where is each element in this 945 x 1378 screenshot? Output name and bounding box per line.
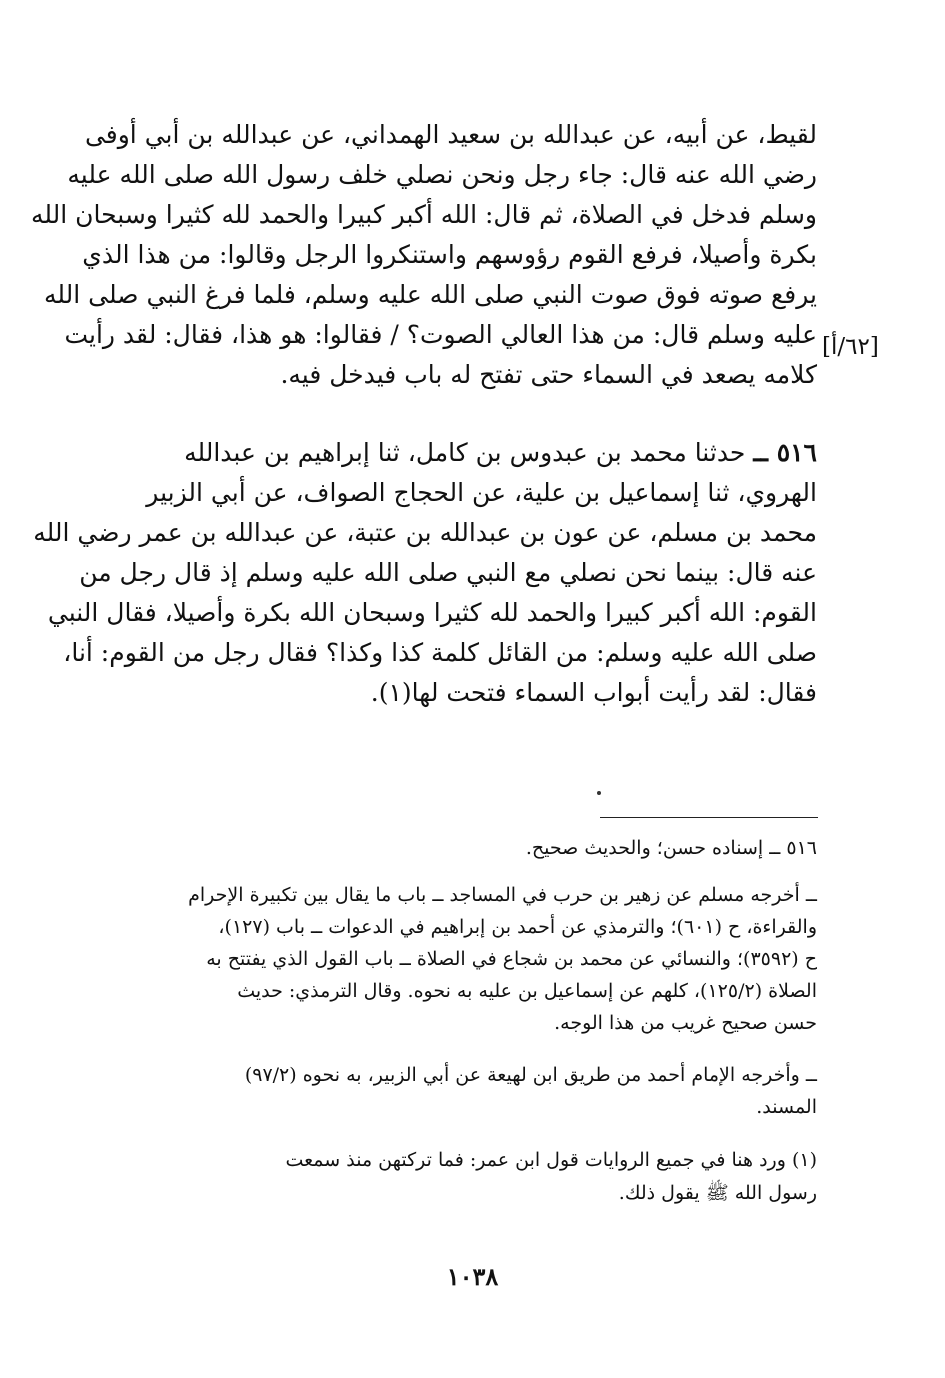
footnote-1-line-1: (١) ورد هنا في جميع الروايات قول ابن عمر: فما تركتهن منذ سمعت: [285, 1149, 817, 1171]
footnote-takhrij1-line-2: والقراءة، ح (٦٠١)؛ والترمذي عن أحمد بن إبراهيم في الدعوات ــ باب (١٢٧)،: [218, 916, 817, 938]
footnote-takhrij2-line-1: ــ وأخرجه الإمام أحمد من طريق ابن لهيعة عن أبي الزبير، به نحوه (٩٧/٢): [244, 1064, 817, 1086]
paragraph1-line-4: بكرة وأصيلا، فرفع القوم رؤوسهم واستنكروا الرجل وقالوا: من هذا الذي: [82, 240, 817, 269]
paragraph1-line-7: كلامه يصعد في السماء حتى تفتح له باب فيدخل فيه.: [280, 360, 817, 389]
paragraph1-line-3: وسلم فدخل في الصلاة، ثم قال: الله أكبر كبيرا والحمد لله كثيرا وسبحان الله: [30, 200, 817, 229]
page-number: ١٠٣٨: [446, 1262, 499, 1291]
paragraph1-line-2: رضي الله عنه قال: جاء رجل ونحن نصلي خلف رسول الله صلى الله عليه: [67, 160, 817, 189]
hadith-number: ٥١٦ ــ: [753, 438, 817, 467]
paragraph2-text-1: حدثنا محمد بن عبدوس بن كامل، ثنا إبراهيم بن عبدالله: [184, 438, 746, 467]
footnote-1-line-2: رسول الله ﷺ يقول ذلك.: [618, 1182, 817, 1204]
paragraph2-line-7: فقال: لقد رأيت أبواب السماء فتحت لها(١).: [370, 678, 817, 707]
paragraph2-line-3: محمد بن مسلم، عن عون بن عبدالله بن عتبة، عن عبدالله بن عمر رضي الله: [33, 518, 817, 547]
paragraph1-line-6: عليه وسلم قال: من هذا العالي الصوت؟ / فقالوا: هو هذا، فقال: لقد رأيت: [64, 320, 817, 349]
footnote-takhrij1-line-1: ــ أخرجه مسلم عن زهير بن حرب في المساجد ــ باب ما يقال بين تكبيرة الإحرام: [188, 884, 817, 906]
footnote-isnad: ٥١٦ ــ إسناده حسن؛ والحديث صحيح.: [525, 837, 817, 859]
footnote-separator-rule: [600, 817, 818, 818]
paragraph1-line-1: لقيط، عن أبيه، عن عبدالله بن سعيد الهمداني، عن عبدالله بن أبي أوفى: [84, 120, 817, 149]
paragraph2-line-2: الهروي، ثنا إسماعيل بن علية، عن الحجاج الصواف، عن أبي الزبير: [146, 478, 817, 507]
footnote-takhrij2-line-2: المسند.: [756, 1096, 817, 1118]
paragraph2-line-1: [127, 433, 817, 473]
footnote-takhrij1-line-5: حسن صحيح غريب من هذا الوجه.: [554, 1012, 817, 1034]
footnote-takhrij1-line-4: الصلاة (١٢٥/٢)، كلهم عن إسماعيل بن عليه به نحوه. وقال الترمذي: حديث: [237, 980, 817, 1002]
paragraph2-line-5: القوم: الله أكبر كبيرا والحمد لله كثيرا وسبحان الله بكرة وأصيلا، فقال النبي: [47, 598, 817, 627]
footnote-takhrij1-line-3: ح (٣٥٩٢)؛ والنسائي عن محمد بن شجاع في الصلاة ــ باب القول الذي يفتتح به: [206, 948, 817, 970]
margin-folio-reference: [٦٢/أ]: [822, 334, 879, 360]
paragraph1-line-5: يرفع صوته فوق صوت النبي صلى الله عليه وسلم، فلما فرغ النبي صلى الله: [43, 280, 817, 309]
separator-dot: [597, 791, 601, 795]
paragraph2-line-6: صلى الله عليه وسلم: من القائل كلمة كذا وكذا؟ فقال رجل من القوم: أنا،: [63, 638, 817, 667]
paragraph2-line-4: عنه قال: بينما نحن نصلي مع النبي صلى الله عليه وسلم إذ قال رجل من: [79, 558, 817, 587]
